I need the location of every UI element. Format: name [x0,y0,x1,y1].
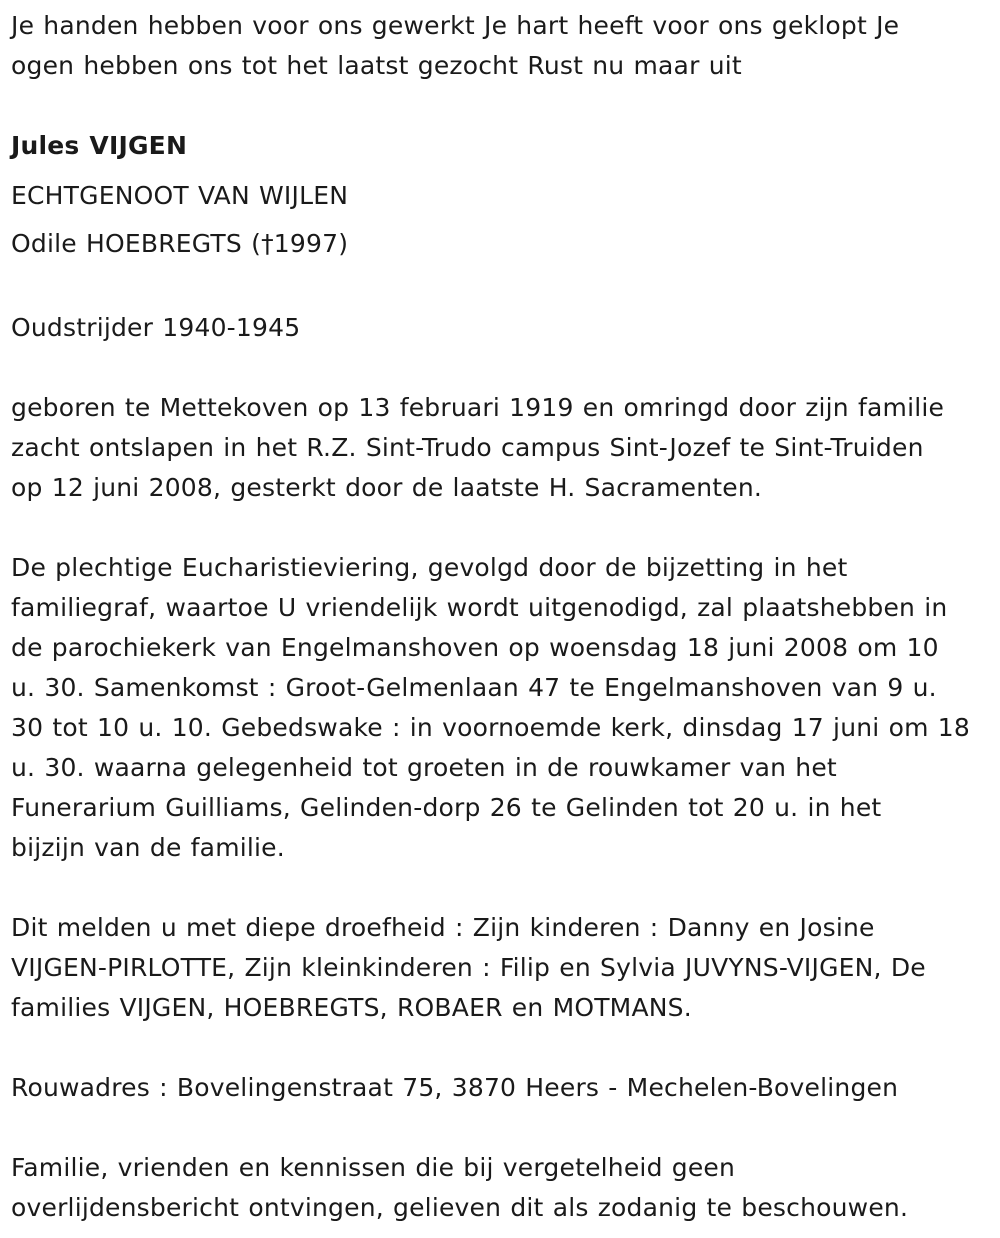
paragraph-line: zacht ontslapen in het R.Z. Sint-Trudo campus Sint-Jozef te Sint-Truiden [11,433,924,462]
paragraph-line: Familie, vrienden en kennissen die bij vergetelheid geen [11,1153,736,1182]
intro-line: Je handen hebben voor ons gewerkt Je hart heeft voor ons geklopt Je [11,11,900,40]
paragraph-line: geboren te Mettekoven op 13 februari 1919 en omringd door zijn familie [11,393,945,422]
paragraph-line: familiegraf, waartoe U vriendelijk wordt uitgenodigd, zal plaatshebben in [11,593,948,622]
paragraph-line: 30 tot 10 u. 10. Gebedswake : in voornoemde kerk, dinsdag 17 juni om 18 [11,713,970,742]
family-paragraph [11,908,982,1028]
ceremony-paragraph [11,548,982,868]
paragraph-line: de parochiekerk van Engelmanshoven op woensdag 18 juni 2008 om 10 [11,633,939,662]
paragraph-line: Funerarium Guilliams, Gelinden-dorp 26 te Gelinden tot 20 u. in het [11,793,882,822]
deceased-name: Jules VIJGEN [11,131,188,160]
paragraph-line: De plechtige Eucharistieviering, gevolgd door de bijzetting in het [11,553,848,582]
paragraph-line: overlijdensbericht ontvingen, gelieven dit als zodanig te beschouwen. [11,1193,909,1222]
intro-line: ogen hebben ons tot het laatst gezocht Rust nu maar uit [11,51,742,80]
paragraph-line: families VIJGEN, HOEBREGTS, ROBAER en MOTMANS. [11,993,692,1022]
paragraph-line: bijzijn van de familie. [11,833,285,862]
paragraph-line: Dit melden u met diepe droefheid : Zijn kinderen : Danny en Josine [11,913,875,942]
relation-label: ECHTGENOOT VAN WIJLEN [11,181,349,210]
closing-paragraph [11,1148,982,1228]
veteran-line: Oudstrijder 1940-1945 [11,313,301,342]
birth-death-paragraph [11,388,982,508]
paragraph-line: u. 30. Samenkomst : Groot-Gelmenlaan 47 te Engelmanshoven van 9 u. [11,673,937,702]
mourning-address: Rouwadres : Bovelingenstraat 75, 3870 Heers - Mechelen-Bovelingen [11,1073,899,1102]
paragraph-line: u. 30. waarna gelegenheid tot groeten in de rouwkamer van het [11,753,837,782]
spouse-name: Odile HOEBREGTS (†1997) [11,229,349,258]
paragraph-line: op 12 juni 2008, gesterkt door de laatste H. Sacramenten. [11,473,763,502]
paragraph-line: VIJGEN-PIRLOTTE, Zijn kleinkinderen : Filip en Sylvia JUVYNS-VIJGEN, De [11,953,926,982]
intro-verse [11,6,982,86]
spouse-block [11,172,982,268]
